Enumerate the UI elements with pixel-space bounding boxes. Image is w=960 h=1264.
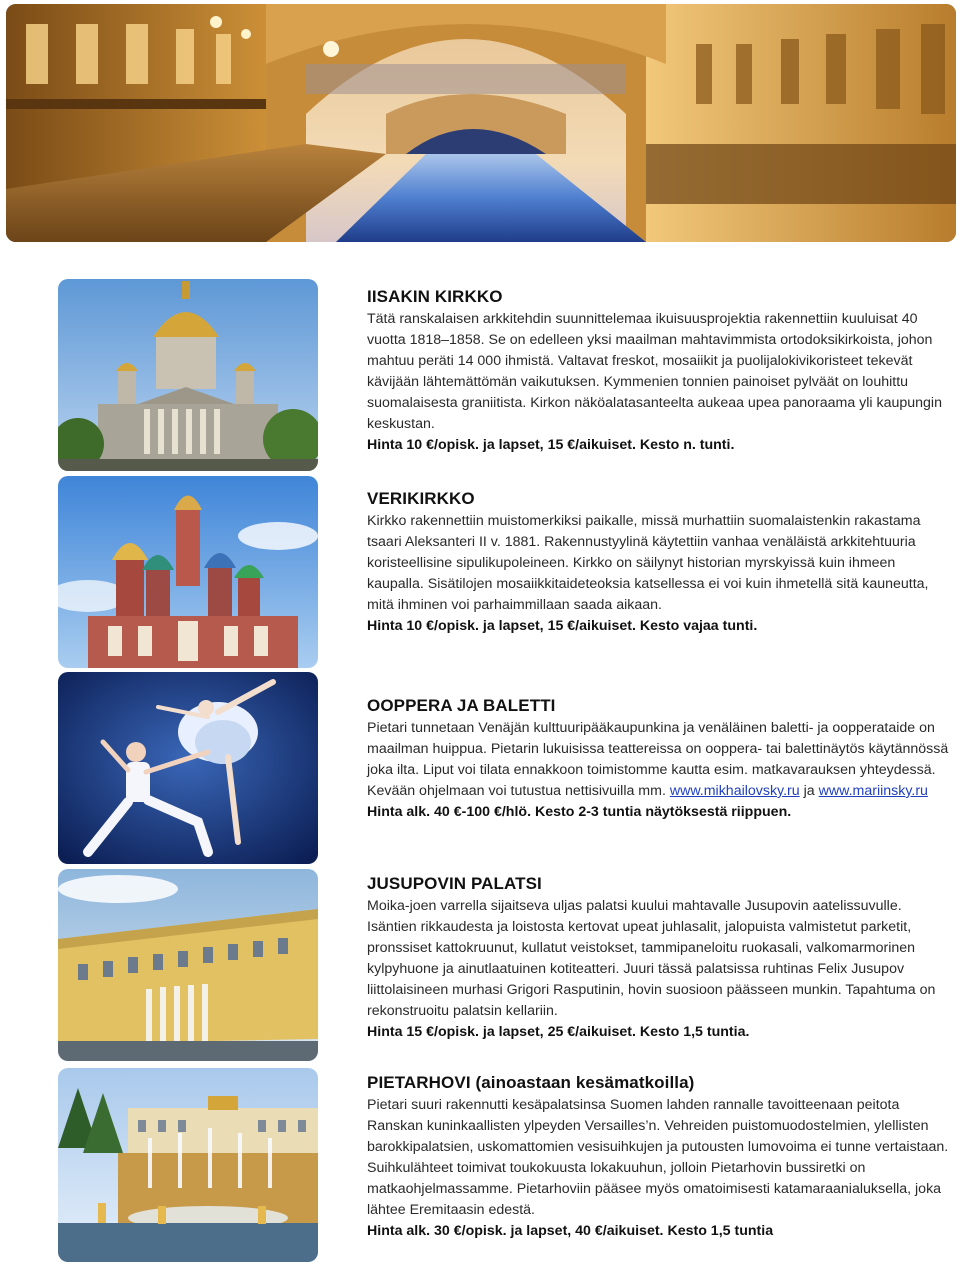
section-body: Pietari tunnetaan Venäjän kulttuuripääkaupunkina ja venäläinen baletti- ja oopperataide on maailman huippua. Pietarin lukuisissa teattereissa on ooppera- tai balettinäytös käytännössä joka ilta. Liput voi tilata ennakkoon toimistomme kautta esim. matkavarauksen yhteydessä. Kevään ohjelmaan voi tutustua nettisivuilla mm. <box>367 720 949 799</box>
section-price: Hinta alk. 30 €/opisk. ja lapset, 40 €/aikuiset. Kesto 1,5 tuntia <box>367 1223 774 1239</box>
section-body: Pietari suuri rakennutti kesäpalatsinsa Suomen lahden rannalle tavoitteenaan peitota Ranskan kuninkaallisten ylpeyden Versailles’n. Vehreiden puistomuodostelmien, ylellisten barokkipalatsien, uskomattomien vesisuihkujen ja putousten lumovoima ei tunne vertaistaan. Suihkulähteet toimivat toukokuusta lokakuuhun, jolloin Pietarhovin bussiretki on matkaohjelmassamme. Pietarhoviin pääsee myös omatoimisesti katamaraanialuksella, joka lähtee Eremitaasin edestä. <box>367 1097 949 1218</box>
mariinsky-link[interactable]: www.mariinsky.ru <box>818 783 928 799</box>
section-body: Moika-joen varrella sijaitseva uljas palatsi kuului mahtavalle Jusupovin aatelissuvulle. Isäntien rikkaudesta ja loistosta kertovat upeat juhlasalit, jalopuista valmistetut parketit, pronssiset kattokruunut, kullatut veistokset, tammipaneloitu ruokasali, valkomarmorinen kylpyhuone ja ainutlaatuinen kotiteatteri. Juuri tässä palatsissa ruhtinas Felix Jusupov liittolaisineen murhasi Grigori Rasputinin, hovin suosioon päässeen munkin. Tapahtuma on rekonstruoitu palatsin kellariin. <box>367 898 936 1019</box>
section-description <box>367 1095 952 1242</box>
mikhailovsky-link[interactable]: www.mikhailovsky.ru <box>669 783 800 799</box>
section-title: PIETARHOVI (ainoastaan kesämatkoilla) <box>367 1073 695 1092</box>
section-price: Hinta alk. 40 €-100 €/hlö. Kesto 2-3 tuntia näytöksestä riippuen. <box>367 804 792 820</box>
section-description <box>367 718 952 823</box>
peterhof-fountains-photo <box>58 1068 318 1262</box>
yusupov-palace-photo <box>58 869 318 1061</box>
link-joiner: ja <box>803 783 815 799</box>
church-of-savior-on-blood-photo <box>58 476 318 668</box>
section-title: IISAKIN KIRKKO <box>367 287 503 306</box>
section-title: OOPPERA JA BALETTI <box>367 696 556 715</box>
isaac-cathedral-photo <box>58 279 318 471</box>
section-yusupov-palace <box>367 873 952 1043</box>
section-body: Kirkko rakennettiin muistomerkiksi paikalle, missä murhattiin suomalaistenkin rakastama tsaari Aleksanteri II v. 1881. Rakennustyylinä käytettiin vanhaa venäläistä arkkitehtuuria koristeellisine sipulikupoleineen. Kirkko on säilynyt historian myrskyissä kuin ihmeen kaupalla. Sisätilojen mosaiikkitaideteoksia katsellessa ei voi kuin ihmetellä sitä kauneutta, mitä ihminen voi parhaimmillaan saada aikaan. <box>367 513 929 613</box>
section-body: Tätä ranskalaisen arkkitehdin suunnittelemaa ikuisuusprojektia rakennettiin kuuluisat 40 vuotta 1818–1858. Se on edelleen yksi maailman mahtavimmista ortodoksikirkoista, johon mahtuu peräti 14 000 ihmistä. Valtavat freskot, mosaiikit ja puolijalokivikoristeet tekevät kävijään lähtemättömän vaikutuksen. Kymmenien tonnien painoiset pylväät on louhittu suomalaisesta graniitista. Kirkon näköalatasanteelta aukeaa upea panoraama yli kaupungin keskustan. <box>367 311 942 432</box>
section-opera-ballet <box>367 695 952 823</box>
section-description <box>367 511 952 637</box>
section-price: Hinta 10 €/opisk. ja lapset, 15 €/aikuiset. Kesto vajaa tunti. <box>367 618 758 634</box>
section-title: JUSUPOVIN PALATSI <box>367 874 542 893</box>
section-price: Hinta 15 €/opisk. ja lapset, 25 €/aikuiset. Kesto 1,5 tuntia. <box>367 1024 750 1040</box>
ballet-dancers-photo <box>58 672 318 864</box>
section-title: VERIKIRKKO <box>367 489 475 508</box>
section-church-of-savior <box>367 488 952 637</box>
section-peterhof <box>367 1072 952 1242</box>
section-price: Hinta 10 €/opisk. ja lapset, 15 €/aikuiset. Kesto n. tunti. <box>367 437 735 453</box>
section-description <box>367 896 952 1043</box>
header-banner-photo <box>6 4 956 242</box>
section-isaac-cathedral <box>367 286 952 456</box>
section-description <box>367 309 952 456</box>
